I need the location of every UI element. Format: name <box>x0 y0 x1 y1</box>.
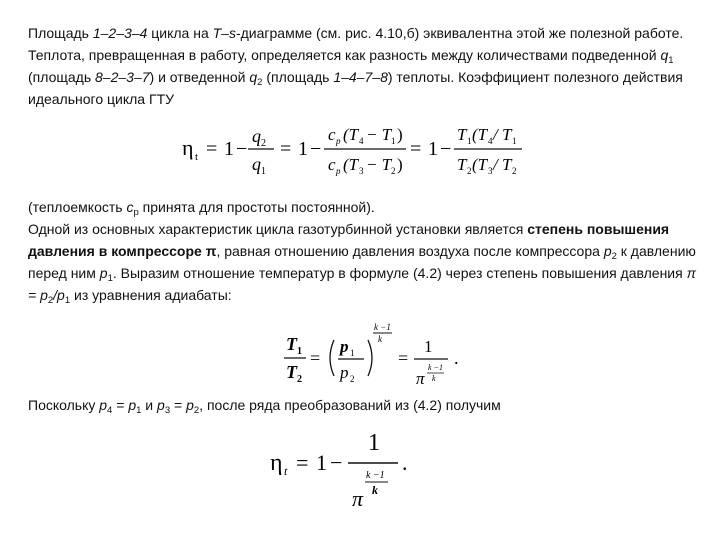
formula-temperature-ratio <box>282 318 482 392</box>
formula-symbol: − <box>310 138 322 160</box>
formula-symbol: = <box>410 138 422 160</box>
text-run: из уравнения адиабаты: <box>70 287 232 303</box>
text-run: ) и отведенной <box>149 69 250 85</box>
formula-symbol: 1 <box>224 138 234 160</box>
text-run: p <box>128 397 137 413</box>
formula-symbol: (T <box>343 155 359 174</box>
paragraph-pressure-ratio <box>28 196 700 306</box>
formula-symbol: 1 <box>316 450 327 475</box>
text-run: p <box>186 397 194 413</box>
formula-symbol: p <box>340 363 349 382</box>
formula-symbol: . <box>402 450 408 475</box>
text-run: 1 <box>107 273 113 284</box>
text-run: = <box>112 397 129 413</box>
paragraph-transformation <box>28 394 700 416</box>
text-run: q <box>249 69 258 85</box>
text-run: 4 <box>107 405 113 416</box>
text-run: (площадь <box>28 69 96 85</box>
formula-symbol: − <box>236 138 248 160</box>
text-run: цикла на <box>147 25 213 41</box>
text-run: T–s <box>212 25 236 41</box>
formula-symbol: q <box>252 154 261 174</box>
text-run: . Выразим отношение температур в формуле (4.2) через степень повышения давления <box>112 265 687 281</box>
formula-symbol: T <box>286 362 297 382</box>
formula-symbol: − T <box>366 155 392 174</box>
formula-symbol: π <box>416 369 425 388</box>
paragraph-area-description <box>28 22 700 110</box>
text-run: π = p <box>28 265 696 303</box>
formula-symbol: k −1 <box>374 322 391 332</box>
text-run: 2 <box>193 405 200 416</box>
formula-symbol: k <box>378 334 382 344</box>
formula-symbol: 2 <box>391 166 396 176</box>
formula-symbol: 2 <box>350 374 355 384</box>
text-run: 1–2–3–4 <box>92 25 148 41</box>
formula-efficiency-pressure <box>268 426 428 522</box>
text-run: p <box>157 397 165 413</box>
text-run: c <box>126 199 134 215</box>
formula-symbol: = <box>296 450 309 475</box>
formula-symbol: (T <box>343 125 359 144</box>
formula-symbol: c <box>328 125 336 144</box>
text-run: 3 <box>164 405 171 416</box>
text-run: q <box>660 47 669 63</box>
formula-symbol: = <box>280 138 292 160</box>
formula-symbol: − <box>330 450 343 475</box>
formula-symbol: 1 <box>512 136 517 146</box>
formula-symbol: (T <box>472 125 488 144</box>
formula-symbol: . <box>454 348 459 368</box>
formula-symbol: 4 <box>359 136 364 146</box>
formula-symbol: 1 <box>261 166 266 177</box>
formula-symbol: t <box>284 464 288 478</box>
formula-symbol: 1 <box>467 136 472 146</box>
f1-eta-sub: t <box>195 151 199 163</box>
formula-symbol: p <box>340 337 349 356</box>
formula-symbol: k <box>372 483 378 497</box>
formula-symbol: T <box>286 334 297 354</box>
f2-paren-right <box>368 340 372 376</box>
formula-symbol: ) <box>397 125 403 144</box>
formula-symbol: = <box>206 138 218 160</box>
formula-symbol: 1 <box>424 337 433 356</box>
text-run: 1 <box>136 405 142 416</box>
formula-symbol: q <box>252 126 261 146</box>
text-run: p <box>99 265 108 281</box>
text-run: к давлению перед ним <box>28 243 696 281</box>
formula-symbol: T <box>457 125 467 144</box>
formula-symbol: η <box>270 450 283 476</box>
formula-symbol: T <box>457 155 467 174</box>
formula-symbol: k <box>432 374 436 383</box>
formula-symbol: 1 <box>350 348 355 358</box>
text-run: 2 <box>257 77 263 88</box>
text-run: 2 <box>47 295 54 306</box>
text-run: 2 <box>611 251 617 262</box>
formula-symbol: p <box>336 166 341 176</box>
formula-symbol: 1 <box>428 138 438 160</box>
text-run: 8–2–3–7 <box>95 69 150 85</box>
text-run: 1–4–7–8 <box>333 69 388 85</box>
formula-symbol: 2 <box>261 138 266 149</box>
formula-symbol: 1 <box>298 138 308 160</box>
text-run: = <box>170 397 187 413</box>
formula-symbol: / T <box>493 125 512 144</box>
text-run: Одной из основных характеристик цикла газотурбинной установки является <box>28 221 528 237</box>
formula-symbol: 4 <box>488 136 493 146</box>
formula-symbol: π <box>352 486 364 511</box>
formula-symbol: 3 <box>359 166 364 176</box>
text-run: 1 <box>64 295 71 306</box>
text-run: 1 <box>668 55 674 66</box>
formula-symbol: k −1 <box>428 363 443 372</box>
formula-symbol: = <box>310 348 321 368</box>
formula-symbol: 1 <box>297 346 302 357</box>
formula-symbol: 3 <box>488 166 493 176</box>
formula-symbol: p <box>336 136 341 146</box>
formula-symbol: 1 <box>391 136 396 146</box>
text-run: степень повышения давления в компрессоре π <box>28 221 670 259</box>
formula-symbol: c <box>328 155 336 174</box>
f2-paren-left <box>330 340 334 376</box>
formula-symbol: k −1 <box>366 470 385 481</box>
text-run: (теплоемкость <box>28 199 127 215</box>
text-run: Поскольку <box>28 397 100 413</box>
f1-eta: η <box>182 135 194 160</box>
formula-symbol: 2 <box>512 166 517 176</box>
formula-symbol: (T <box>472 155 488 174</box>
formula-symbol: − <box>440 138 452 160</box>
text-run: (площадь <box>262 69 334 85</box>
text-run: Площадь <box>28 25 93 41</box>
formula-symbol: 2 <box>297 374 302 385</box>
text-run: -диаграмме (см. рис. 4.10,б) эквивалентна этой же полезной работе. Теплота, превращенная в работу, определяется как разность между количествами подведенной <box>28 25 684 63</box>
text-run: /p <box>53 287 65 303</box>
formula-symbol: − T <box>366 125 392 144</box>
formula-symbol: / T <box>493 155 512 174</box>
text-run: , равная отношению давления воздуха после компрессора <box>216 243 604 259</box>
formula-symbol: ) <box>397 155 403 174</box>
formula-efficiency-heat <box>182 118 522 182</box>
text-run: p <box>133 207 139 218</box>
formula-symbol: 2 <box>467 166 472 176</box>
text-run: p <box>99 397 108 413</box>
formula-symbol: 1 <box>368 430 380 456</box>
formula-symbol: = <box>398 348 409 368</box>
text-run: ) теплоты. Коэффициент полезного действия идеального цикла ГТУ <box>28 69 683 107</box>
text-run: , после ряда преобразований из (4.2) получим <box>199 397 501 413</box>
text-run: и <box>141 397 158 413</box>
text-run: p <box>603 243 612 259</box>
text-run: принята для простоты постоянной). <box>138 199 375 215</box>
